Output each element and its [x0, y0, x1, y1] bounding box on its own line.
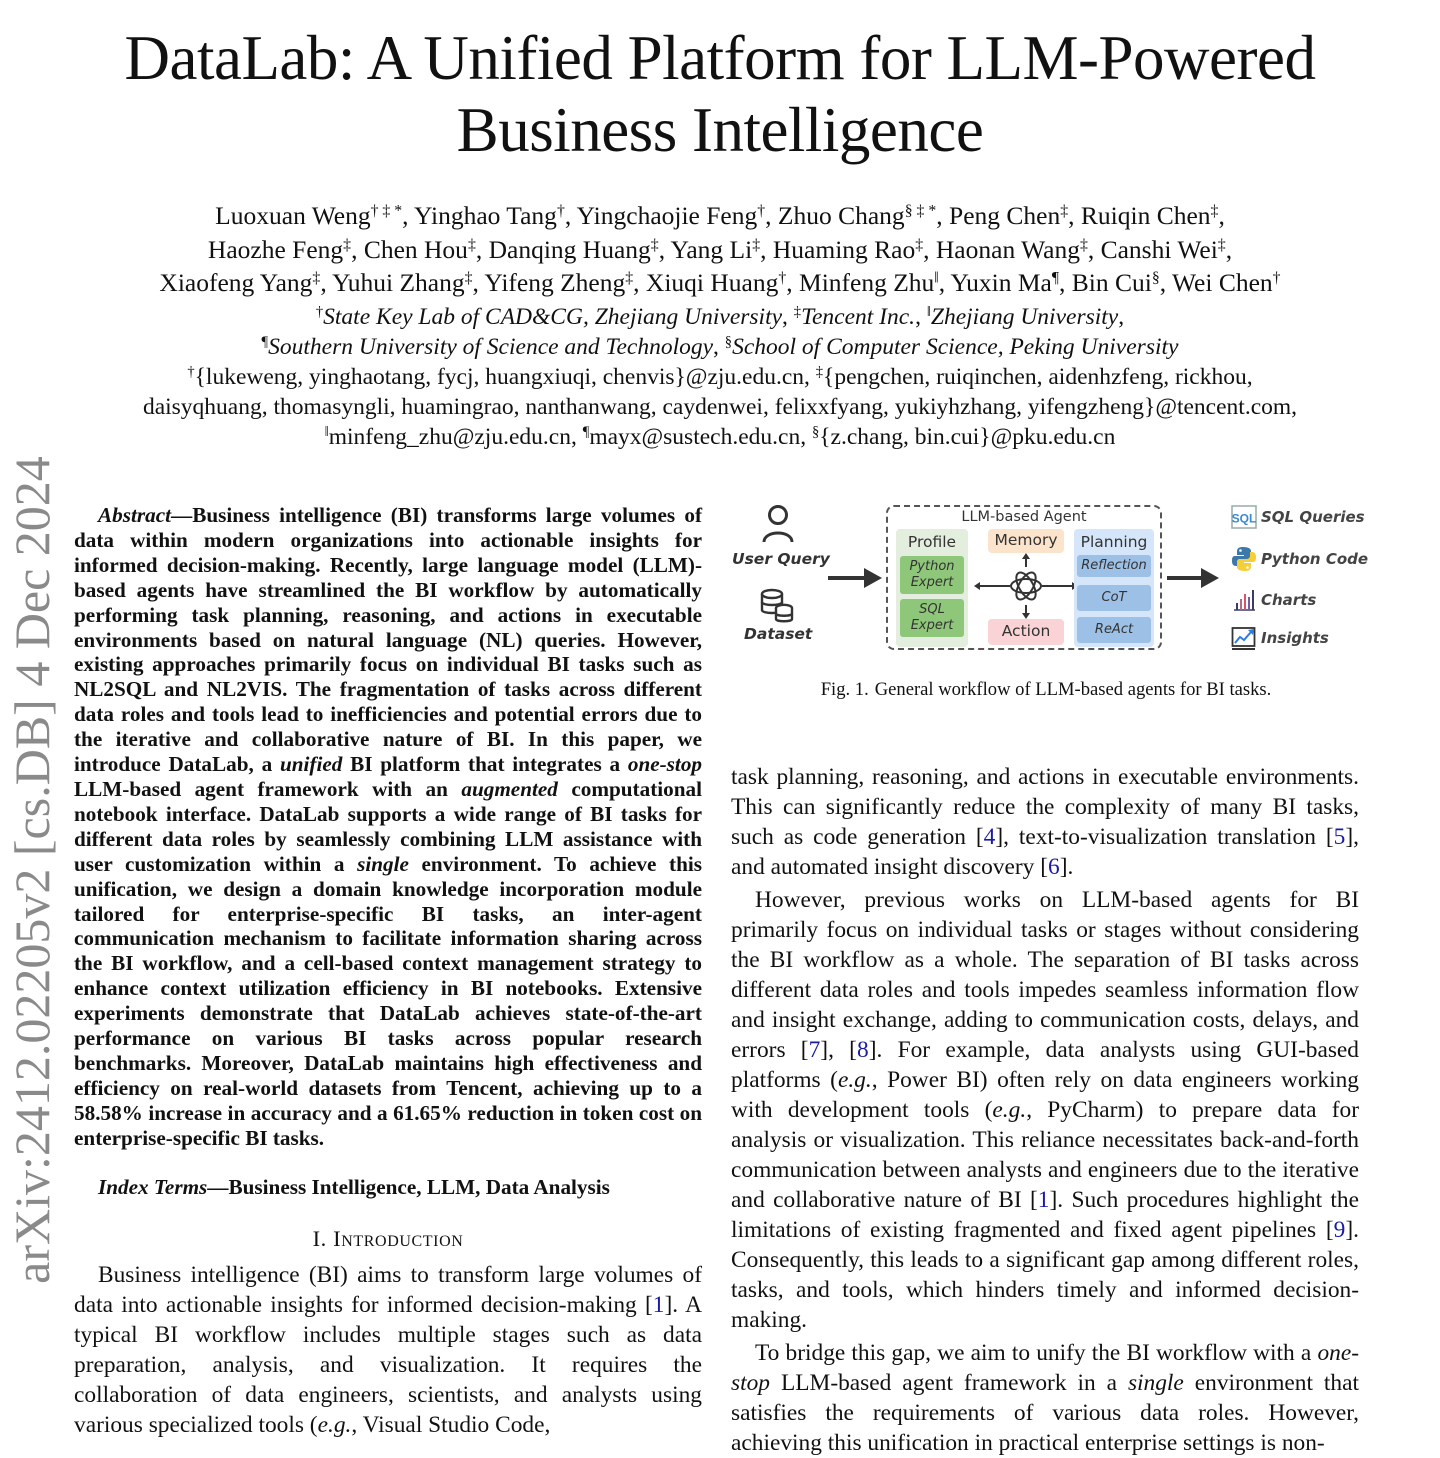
affiliation-mark: ‡ [464, 269, 473, 287]
affiliation-mark: ‡ [1217, 235, 1226, 253]
body-text: ], and automated insight discovery [ [731, 824, 1359, 880]
affiliation-mark: † [556, 202, 565, 220]
affiliation-mark: ‖ [934, 269, 939, 287]
author-name: Yuhui Zhang [332, 268, 465, 297]
index-terms-text: Business Intelligence, LLM, Data Analysis [228, 1174, 610, 1199]
affiliation-name: Tencent Inc. [801, 304, 916, 330]
abstract [74, 503, 702, 1151]
body-emphasis: e.g. [837, 1067, 872, 1093]
abstract-emphasis: single [357, 851, 409, 876]
body-text: task planning, reasoning, and actions in executable environments. This can significantly reduce the complexity of many BI tasks, such as code generation [ [731, 764, 1359, 850]
affiliation-mark: ‡ [312, 269, 321, 287]
author-name: Ruiqin Chen [1080, 201, 1211, 230]
action-label: Action [1001, 622, 1051, 640]
affiliation-name: Zhejiang University [930, 304, 1119, 330]
author-name: Zhuo Chang [777, 201, 905, 230]
caption-text: General workflow of LLM-based agents for BI tasks. [874, 679, 1272, 700]
em-dash: — [207, 1174, 229, 1199]
email-group: {lukeweng, yinghaotang, fycj, huangxiuqi, chenvis}@zju.edu.cn, [194, 364, 816, 390]
author-name: Luoxuan Weng [215, 201, 371, 230]
author-name: Danqing Huang [488, 234, 651, 264]
author-name: Haozhe Feng [207, 234, 344, 264]
body-emphasis: one-stop [731, 1340, 1359, 1396]
author-name: Canshi Wei [1100, 234, 1218, 264]
affiliation-line-1: †State Key Lab of CAD&CG, Zhejiang University, ‡Tencent Inc., ‖Zhejiang University, [315, 304, 1125, 330]
arrow-right-icon [1167, 566, 1219, 590]
intro-paragraph-1 [74, 1260, 702, 1440]
dataset-label: Dataset [744, 625, 813, 643]
affiliation-mark: ¶ [1051, 269, 1060, 287]
paper-title [0, 22, 1440, 166]
output-python-code [1231, 546, 1368, 572]
affiliation-mark: † ‡ * [370, 202, 403, 220]
output-label: Insights [1261, 629, 1329, 647]
affiliation-mark: ‡ [752, 235, 761, 253]
citation-link[interactable]: 9 [1333, 1217, 1346, 1243]
author-line: Haozhe Feng‡, Chen Hou‡, Danqing Huang‡, Yang Li‡, Huaming Rao‡, Haonan Wang‡, Canshi Wei‡, [207, 234, 1233, 264]
affiliation-line-2: ¶Southern University of Science and Technology, §School of Computer Science, Peking University [261, 334, 1179, 360]
body-text: ]. For example, data analysts using GUI-based platforms ( [731, 1037, 1360, 1093]
profile-panel [896, 529, 968, 647]
author-line: Xiaofeng Yang‡, Yuhui Zhang‡, Yifeng Zheng‡, Xiuqi Huang†, Minfeng Zhu‖, Yuxin Ma¶, Bin Cui§, Wei Chen† [159, 268, 1281, 297]
abstract-label: Abstract [98, 503, 171, 527]
user-query-label: User Query [732, 550, 830, 568]
abstract-text: Business intelligence (BI) transforms large volumes of data within modern organizations into actionable insights for informed decision-making. Recently, large language model (LLM)-based agents have streamlined the BI workflow by automatically performing task planning, reasoning, and actions in executable environments based on natural language (NL) queries. However, existing approaches primarily focus on individual BI tasks such as NL2SQL and NL2VIS. The fragmentation of tasks across different data roles and tools lead to inefficiencies and potential errors due to the iterative and collaborative nature of BI. In this paper, we introduce DataLab, a [74, 503, 702, 777]
memory-panel [988, 529, 1064, 553]
affiliation-name: School of Computer Science, Peking University [732, 334, 1179, 360]
user-icon [761, 504, 795, 544]
author-name: Yang Li [670, 234, 753, 264]
section-title: Introduction [333, 1225, 464, 1251]
abstract-text: LLM-based agent framework with an [74, 776, 462, 801]
affiliation-mark: ‡ [1079, 235, 1088, 253]
author-name: Bin Cui [1071, 268, 1152, 297]
profile-title: Profile [907, 533, 957, 551]
author-name: Huaming Rao [772, 234, 916, 264]
sql-icon [1231, 505, 1257, 529]
intro-paragraph-continued [731, 762, 1359, 882]
affiliation-mark: § [724, 334, 733, 350]
planning-chip: ReAct [1077, 617, 1151, 643]
footnote-mark: § [811, 424, 820, 440]
affiliations [40, 302, 1400, 452]
citation-link[interactable]: 5 [1333, 824, 1346, 850]
body-text: To bridge this gap, we aim to unify the BI workflow with a [755, 1340, 1318, 1366]
right-column [731, 762, 1359, 1458]
body-text: environment that satisfies the requirements of various data roles. However, achieving this unification in practical enterprise settings is non- [731, 1370, 1359, 1456]
affiliation-mark: † [315, 304, 324, 320]
section-heading-introduction [74, 1226, 702, 1252]
affiliation-mark: ‡ [1060, 202, 1069, 220]
intro-paragraph-3 [731, 1338, 1359, 1458]
author-name: Yingchaojie Feng [576, 201, 758, 230]
body-text: However, previous works on LLM-based agents for BI primarily focus on individual tasks or stages without considering the BI workflow as a whole. The separation of BI tasks across different data roles and tools impedes seamless information flow and insight exchange, adding to communication costs, delays, and errors [ [731, 887, 1359, 1063]
body-text: ]. A typical BI workflow includes multiple stages such as data preparation, analysis, and visualization. It requires the collaboration of data engineers, scientists, and analysts using various specialized tools ( [74, 1291, 702, 1438]
planning-chip: CoT [1077, 585, 1151, 611]
left-column [74, 503, 702, 1440]
email-line-3 [40, 422, 1400, 452]
trend-chart-icon [1231, 625, 1257, 651]
arxiv-identifier: arXiv:2412.02205v2 [cs.DB] 4 Dec 2024 [4, 456, 60, 1284]
email-group: {z.chang, bin.cui}@pku.edu.cn [819, 424, 1116, 450]
profile-chip: SQL Expert [900, 599, 964, 637]
affiliation-name: State Key Lab of CAD&CG, Zhejiang University [323, 304, 783, 330]
email-line-1 [40, 362, 1400, 392]
author-name: Yuxin Ma [950, 268, 1052, 297]
llm-core-icon [974, 553, 1078, 619]
body-text: ]. Consequently, this leads to a significant gap among different roles, tasks, and tools, which hinders timely and informed decision-making. [731, 1217, 1359, 1333]
body-emphasis: e.g. [992, 1097, 1027, 1123]
affiliation-mark: † [778, 269, 787, 287]
agent-title: LLM-based Agent [961, 509, 1087, 525]
abstract-emphasis: augmented [461, 776, 558, 801]
body-text: LLM-based agent framework in a [770, 1370, 1128, 1396]
author-name: Minfeng Zhu [799, 268, 935, 297]
title-line-2: Business Intelligence [456, 95, 984, 165]
affiliation-mark: ‡ [915, 235, 924, 253]
body-emphasis: single [1127, 1370, 1184, 1396]
abstract-emphasis: one-stop [627, 752, 702, 777]
body-text: ], text-to-visualization translation [ [995, 824, 1334, 850]
author-list [40, 199, 1400, 300]
affiliation-mark: ‡ [1210, 202, 1219, 220]
footnote-mark: ‖ [324, 424, 329, 440]
intro-paragraph-2 [731, 885, 1359, 1335]
section-number: I. [312, 1225, 334, 1251]
citation-link[interactable]: 4 [983, 824, 996, 850]
output-insights [1231, 625, 1329, 651]
author-name: Chen Hou [363, 234, 468, 264]
body-text: ]. Such procedures highlight the limitations of existing fragmented and fixed agent pipelines [ [731, 1187, 1359, 1243]
body-text: ], [ [820, 1037, 857, 1063]
planning-chip: Reflection [1077, 555, 1151, 577]
memory-label: Memory [994, 531, 1058, 549]
index-terms-label: Index Terms [98, 1174, 208, 1199]
llm-agent-box [886, 505, 1162, 650]
abstract-text: computational notebook interface. DataLab supports a wide range of BI tasks for different data roles by seamlessly combining LLM assistance with user customization within a [74, 776, 702, 876]
affiliation-mark: ‡ [793, 304, 802, 320]
affiliation-mark: ¶ [261, 334, 269, 350]
citation-link[interactable]: 1 [652, 1291, 665, 1318]
title-line-1: DataLab: A Unified Platform for LLM-Powered [124, 23, 1316, 93]
svg-text:SQL: SQL [1231, 511, 1257, 526]
affiliation-mark: † [1272, 269, 1281, 287]
python-logo-icon [1231, 546, 1257, 572]
body-text: Business intelligence (BI) aims to transform large volumes of data into actionable insights for informed decision-making [ [74, 1261, 702, 1318]
citation-link[interactable]: 1 [1037, 1187, 1050, 1213]
affiliation-mark: § [1151, 269, 1160, 287]
planning-panel [1074, 529, 1154, 647]
body-text: ]. [1059, 854, 1074, 880]
body-text: , Visual Studio Code, [351, 1411, 551, 1438]
index-terms [74, 1175, 702, 1200]
email-group: minfeng_zhu@zju.edu.cn, [328, 424, 583, 450]
planning-title: Planning [1080, 533, 1148, 551]
body-text: , PyCharm) to prepare data for analysis or visualization. This reliance necessitates back-and-forth communication between analysts and engineers due to the iterative and collaborative nature of BI [ [731, 1097, 1359, 1213]
affiliation-name: Southern University of Science and Technology [268, 334, 714, 360]
affiliation-mark: † [757, 202, 766, 220]
email-group: {pengchen, ruiqinchen, aidenhzfeng, rickhou, [823, 364, 1253, 390]
citation-link[interactable]: 7 [808, 1037, 821, 1063]
affiliation-mark: ‡ [343, 235, 352, 253]
output-label: SQL Queries [1261, 508, 1365, 526]
figure-1-caption [726, 679, 1366, 701]
author-line: Luoxuan Weng† ‡ *, Yinghao Tang†, Yingchaojie Feng†, Zhuo Chang§ ‡ *, Peng Chen‡, Ruiqin Chen‡, [215, 201, 1225, 230]
profile-chip: Python Expert [900, 556, 964, 594]
output-label: Python Code [1261, 550, 1369, 568]
affiliation-mark: ‡ [625, 269, 634, 287]
abstract-emphasis: unified [279, 752, 343, 777]
author-name: Yinghao Tang [413, 201, 557, 230]
output-sql-queries [1231, 505, 1365, 529]
affiliation-mark: ‡ [467, 235, 476, 253]
action-panel [988, 619, 1064, 645]
abstract-text: environment. To achieve this unification, we design a domain knowledge incorporation module tailored for enterprise-specific BI tasks, an inter-agent communication mechanism to facilitate information sharing across the BI workflow, and a cell-based context management strategy to enhance context utilization efficiency in BI notebooks. Extensive experiments demonstrate that DataLab achieves state-of-the-art performance on various BI tasks across popular research benchmarks. Moreover, DataLab maintains high effectiveness and efficiency on real-world datasets from Tencent, achieving up to a 58.58% increase in accuracy and a 61.65% reduction in token cost on enterprise-specific BI tasks. [74, 851, 702, 1150]
author-name: Wei Chen [1172, 268, 1273, 297]
arrow-right-icon [828, 566, 882, 590]
email-group: mayx@sustech.edu.cn, [589, 424, 812, 450]
author-name: Xiuqi Huang [645, 268, 779, 297]
body-emphasis: e.g. [317, 1411, 352, 1438]
footnote-mark: ¶ [582, 424, 590, 440]
abstract-text: BI platform that integrates a [342, 752, 628, 777]
email-line-2: daisyqhuang, thomasyngli, huamingrao, nanthanwang, caydenwei, felixxfyang, yukiyhzhang, yifengzheng}@tencent.com, [142, 394, 1298, 420]
author-name: Haonan Wang [935, 234, 1080, 264]
body-text: , Power BI) often rely on data engineers working with development tools ( [731, 1067, 1359, 1123]
citation-link[interactable]: 8 [856, 1037, 869, 1063]
figure-label: Fig. 1. [820, 679, 869, 700]
database-icon [759, 588, 795, 624]
author-name: Peng Chen [949, 201, 1061, 230]
footnote-mark: ‡ [815, 364, 824, 380]
author-name: Yifeng Zheng [484, 268, 626, 297]
citation-link[interactable]: 6 [1048, 854, 1060, 880]
output-charts [1231, 588, 1316, 612]
affiliation-mark: § ‡ * [904, 202, 937, 220]
footnote-mark: † [187, 364, 195, 380]
author-name: Xiaofeng Yang [159, 268, 313, 297]
affiliation-mark: ‖ [926, 304, 931, 320]
affiliation-mark: ‡ [650, 235, 659, 253]
output-label: Charts [1261, 591, 1317, 609]
em-dash: — [171, 503, 193, 527]
bar-chart-icon [1231, 588, 1257, 612]
